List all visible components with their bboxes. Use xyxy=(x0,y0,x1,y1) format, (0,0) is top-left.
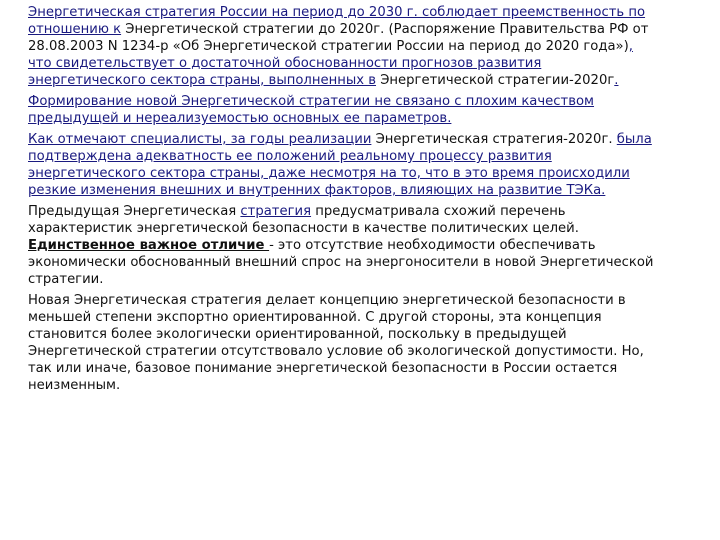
paragraph-5 xyxy=(28,292,660,394)
paragraph-2 xyxy=(28,93,660,127)
link-text[interactable]: стратегия xyxy=(240,204,312,219)
link-text[interactable]: Формирование новой Энергетической стратегии не связано с плохим качеством предыдущей и нереализуемостью основных ее параметров. xyxy=(28,94,595,126)
link-text[interactable]: . xyxy=(614,73,619,88)
link-text[interactable]: была подтверждена адекватность ее положений реальному процессу развития энергетического сектора страны, даже несмотря на то, что в это время происходили резкие изменения внешних и внутренних факторов, влияющих на развитие ТЭКа. xyxy=(28,132,652,198)
plain-text: предусматривала схожий перечень характеристик энергетической безопасности в качестве политических целей. xyxy=(28,204,579,236)
link-text[interactable]: , что свидетельствует о достаточной обоснованности прогнозов развития энергетического сектора страны, выполненных в xyxy=(28,39,633,88)
plain-text: - это отсутствие необходимости обеспечивать экономически обоснованный внешний спрос на энергоносители в новой Энергетической стратегии. xyxy=(28,238,654,287)
plain-text: Новая Энергетическая стратегия делает концепцию энергетической безопасности в меньшей степени экспортно ориентированной. С другой стороны, эта концепция становится более экологически ориентированной, поскольку в предыдущей Энергетической стратегии отсутствовало условие об экологической допустимости. Но, так или иначе, базовое понимание энергетической безопасности в России остается неизменным. xyxy=(28,293,644,393)
emphasis-text: Единственное важное отличие xyxy=(28,238,270,253)
plain-text: Энергетическая стратегия-2020г. xyxy=(371,132,617,147)
plain-text: Энергетической стратегии-2020г xyxy=(376,73,615,88)
text-body xyxy=(28,4,660,398)
link-text[interactable]: Как отмечают специалисты, за годы реализации xyxy=(28,132,372,147)
paragraph-4 xyxy=(28,203,660,288)
plain-text: Предыдущая Энергетическая xyxy=(28,204,241,219)
link-text[interactable]: Энергетическая стратегия России на период до 2030 г. соблюдает преемственность по отношению к xyxy=(28,5,646,37)
plain-text: Энергетической стратегии до 2020г. (Распоряжение Правительства РФ от 28.08.2003 N 1234-р «Об Энергетической стратегии России на период до 2020 года») xyxy=(28,22,649,54)
paragraph-1 xyxy=(28,4,660,89)
paragraph-3 xyxy=(28,131,660,199)
